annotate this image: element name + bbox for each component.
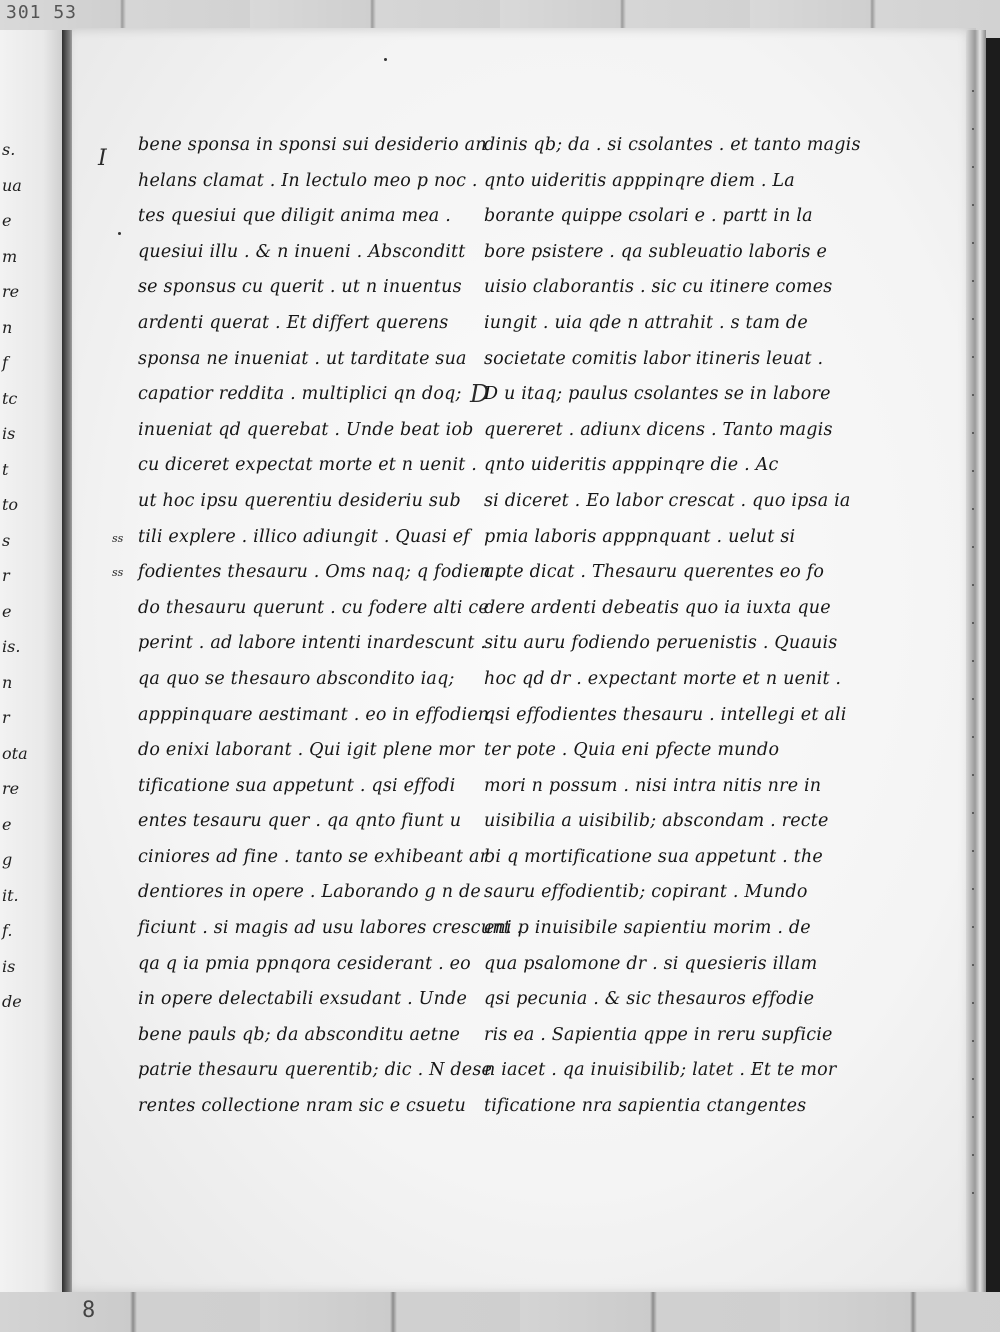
manuscript-line: n iacet . qa inuisibilib; latet . Et te mor	[484, 1060, 837, 1081]
manuscript-line: apte dicat . Thesauru querentes eo fo	[484, 562, 825, 583]
manuscript-line: rentes collectione nram sic e csuetu	[138, 1096, 466, 1117]
manuscript-line: borante quippe csolari e . partt in la	[484, 206, 813, 227]
left-page-fragment: re	[2, 779, 20, 798]
pricking-hole	[972, 318, 974, 320]
left-page-fragment: n	[2, 317, 13, 337]
left-page-fragment: r	[2, 708, 10, 727]
manuscript-line: patrie thesauru querentib; dic . N dese	[138, 1060, 493, 1081]
pricking-hole	[972, 166, 974, 168]
text-column-right	[484, 128, 861, 1125]
left-page-fragment: ota	[2, 743, 28, 763]
manuscript-line: qsi effodientes thesauru . intellegi et ali	[484, 704, 847, 725]
manuscript-line: qua psalomone dr . si quesieris illam	[484, 953, 818, 974]
pricking-hole	[972, 1192, 974, 1194]
ink-speck	[118, 232, 121, 235]
margin-mark-left: I	[98, 146, 107, 171]
manuscript-line: qnto uideritis apppinqre die . Ac	[484, 455, 779, 476]
pricking-hole	[972, 812, 974, 814]
pricking-hole	[972, 432, 974, 434]
pricking-hole	[972, 508, 974, 510]
pricking-hole	[972, 964, 974, 966]
manuscript-line: ciniores ad fine . tanto se exhibeant ar	[138, 846, 489, 867]
manuscript-line: uisio claborantis . sic cu itinere comes	[484, 277, 833, 298]
manuscript-line: sauru effodientib; copirant . Mundo	[484, 882, 808, 903]
manuscript-line: inueniat qd querebat . Unde beat iob	[138, 419, 474, 440]
pricking-hole	[972, 774, 974, 776]
manuscript-line: sponsa ne inueniat . ut tarditate sua	[138, 348, 467, 369]
bottom-support-strip	[0, 1292, 1000, 1332]
left-page-fragment: t	[2, 459, 9, 479]
pricking-hole	[972, 660, 974, 662]
left-page-fragment: is.	[2, 637, 21, 656]
manuscript-line: quereret . adiunx dicens . Tanto magis	[484, 419, 833, 440]
manuscript-line: si diceret . Eo labor crescat . quo ipsa ia	[484, 490, 851, 511]
manuscript-line: se sponsus cu querit . ut n inuentus	[138, 277, 462, 298]
left-page-fragment: e	[2, 814, 12, 834]
manuscript-line: ficiunt . si magis ad usu labores crescunt .	[138, 918, 523, 939]
pricking-hole	[972, 546, 974, 548]
pricking-hole	[972, 584, 974, 586]
pricking-hole	[972, 736, 974, 738]
margin-note-left-1: ss	[112, 532, 124, 545]
manuscript-line: capatior reddita . multiplici qn doq;	[138, 384, 462, 405]
pricking-hole	[972, 1040, 974, 1042]
manuscript-line: in opere delectabili exsudant . Unde	[138, 989, 468, 1010]
left-page-fragment: n	[2, 672, 13, 692]
pricking-hole	[972, 90, 974, 92]
manuscript-line: ardenti querat . Et differt querens	[138, 312, 449, 333]
manuscript-line: perint . ad labore intenti inardescunt .	[138, 633, 487, 654]
left-page-fragment: is	[2, 956, 16, 976]
left-page-fragment: m	[2, 246, 18, 266]
manuscript-line: bene sponsa in sponsi sui desiderio an	[138, 135, 487, 155]
pricking-hole	[972, 850, 974, 852]
manuscript-line: entes tesauru quer . qa qnto fiunt u	[138, 811, 462, 832]
left-page-fragment: is	[2, 424, 16, 443]
manuscript-line: dere ardenti debeatis quo ia iuxta que	[484, 597, 831, 618]
manuscript-line: ut hoc ipsu querentiu desideriu sub	[138, 490, 461, 511]
pricking-hole	[972, 204, 974, 206]
manuscript-line: do enixi laborant . Qui igit plene mor	[138, 740, 475, 761]
manuscript-line: bi q mortificatione sua appetunt . the	[484, 846, 823, 867]
left-page-fragment: r	[2, 566, 10, 585]
ink-speck	[384, 58, 387, 61]
pricking-hole	[972, 1002, 974, 1004]
left-page-fragment: tc	[2, 388, 18, 408]
manuscript-line: bore psistere . qa subleuatio laboris e	[484, 241, 828, 262]
manuscript-line: D u itaq; paulus csolantes se in labore	[484, 384, 831, 405]
text-column-left	[138, 128, 523, 1125]
manuscript-line: mori n possum . nisi intra nitis nre in	[484, 775, 822, 796]
manuscript-line: qnto uideritis apppinqre diem . La	[484, 170, 795, 191]
manuscript-line: ris ea . Sapientia qppe in reru supficie	[484, 1024, 833, 1045]
left-page-fragment: e	[2, 601, 12, 621]
pricking-hole	[972, 242, 974, 244]
pricking-hole	[972, 1116, 974, 1118]
manuscript-line: dentiores in opere . Laborando g n de	[138, 882, 481, 903]
pricking-hole	[972, 128, 974, 130]
manuscript-line: uisibilia a uisibilib; abscondam . recte	[484, 811, 829, 832]
pricking-hole	[972, 1154, 974, 1156]
manuscript-line: tili explere . illico adiungit . Quasi ef	[138, 526, 470, 547]
manuscript-line: societate comitis labor itineris leuat .	[484, 348, 824, 369]
pricking-hole	[972, 470, 974, 472]
manuscript-line: tificatione nra sapientia ctangentes	[484, 1096, 807, 1117]
top-strip-label: 301 53	[6, 2, 78, 23]
folio-edge	[966, 30, 986, 1294]
left-page-fragment: s.	[2, 140, 16, 159]
left-page-fragment: g	[2, 850, 13, 869]
manuscript-line: pmia laboris apppnquant . uelut si	[484, 526, 796, 547]
manuscript-line: quesiui illu . & n inueni . Absconditt	[138, 241, 466, 262]
manuscript-line: iungit . uia qde n attrahit . s tam de	[484, 312, 808, 333]
manuscript-line: qa quo se thesauro abscondito iaq;	[138, 668, 455, 689]
pricking-hole	[972, 356, 974, 358]
pricking-hole	[972, 1078, 974, 1080]
manuscript-line: apppinquare aestimant . eo in effodien	[138, 704, 490, 725]
manuscript-line: ter pote . Quia eni pfecte mundo	[484, 740, 780, 761]
left-page-fragment: ua	[2, 175, 22, 195]
manuscript-line: eni p inuisibile sapientiu morim . de	[484, 918, 811, 939]
left-page-fragment: e	[2, 211, 12, 230]
pricking-hole	[972, 394, 974, 396]
manuscript-line: tes quesiui que diligit anima mea .	[138, 206, 451, 227]
manuscript-line: dinis qb; da . si csolantes . et tanto magis	[484, 135, 861, 155]
manuscript-line: qa q ia pmia ppnqora cesiderant . eo	[138, 953, 471, 974]
pricking-hole	[972, 622, 974, 624]
pricking-hole	[972, 698, 974, 700]
left-page-fragment: f	[2, 353, 8, 372]
manuscript-line: do thesauru querunt . cu fodere alti ce	[138, 597, 489, 618]
left-page-fragment: re	[2, 282, 20, 301]
left-page-fragment: de	[2, 992, 22, 1011]
initial-letter-right: D	[470, 380, 490, 408]
manuscript-line: fodientes thesauru . Oms naq; q fodien .	[138, 562, 503, 583]
pricking-hole	[972, 888, 974, 890]
left-page-fragment: to	[2, 495, 19, 514]
manuscript-line: qsi pecunia . & sic thesauros effodie	[484, 989, 815, 1010]
left-page-fragment: s	[2, 530, 11, 550]
manuscript-line: tificatione sua appetunt . qsi effodi	[138, 775, 456, 796]
manuscript-line: bene pauls qb; da absconditu aetne	[138, 1024, 460, 1045]
margin-note-left-2: ss	[112, 566, 124, 579]
manuscript-line: hoc qd dr . expectant morte et n uenit .	[484, 668, 842, 689]
manuscript-line: situ auru fodiendo peruenistis . Quauis	[484, 633, 838, 654]
manuscript-line: cu diceret expectat morte et n uenit .	[138, 455, 478, 476]
bottom-strip-label: 8	[82, 1298, 96, 1323]
left-page-fragment: f.	[2, 921, 13, 940]
left-page-fragment: it.	[2, 885, 19, 905]
pricking-hole	[972, 926, 974, 928]
manuscript-line: helans clamat . In lectulo meo p noc .	[138, 170, 478, 191]
pricking-hole	[972, 280, 974, 282]
